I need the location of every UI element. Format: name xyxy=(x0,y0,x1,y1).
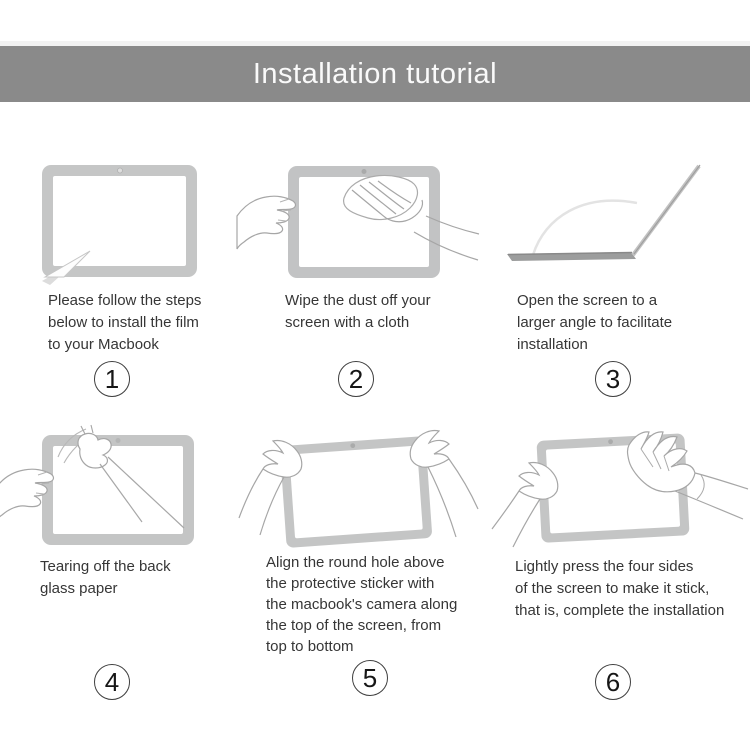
step6-caption xyxy=(515,556,745,622)
step2-caption xyxy=(285,290,461,334)
camera-dot-icon xyxy=(118,168,123,173)
step4-illustration xyxy=(0,423,248,551)
step2-number-badge: 2 xyxy=(338,361,374,397)
camera-dot-icon xyxy=(116,438,121,443)
right-forearm-lines xyxy=(428,459,478,537)
right-hand-icon xyxy=(410,430,449,467)
step1-caption xyxy=(48,290,224,356)
caption-line: below to install the film xyxy=(48,314,199,331)
caption-line: the top of the screen, from xyxy=(266,617,442,634)
camera-dot-icon xyxy=(362,169,367,174)
caption-line: Lightly press the four sides xyxy=(515,558,694,575)
step6-number-badge: 6 xyxy=(595,664,631,700)
pinching-hand-icon xyxy=(78,433,111,468)
step3-caption xyxy=(517,290,697,356)
tilted-device xyxy=(280,436,433,548)
pinch-fingers xyxy=(81,425,93,434)
cuff-line xyxy=(697,475,704,499)
caption-line: the macbook's camera along xyxy=(266,596,458,613)
step4-number-badge: 4 xyxy=(94,664,130,700)
step5-caption xyxy=(266,552,481,657)
step1-illustration xyxy=(40,163,200,285)
caption-line: screen with a cloth xyxy=(285,314,410,331)
step1-number-badge: 1 xyxy=(94,361,130,397)
caption-line: top to bottom xyxy=(266,638,354,655)
caption-line: Tearing off the back xyxy=(40,558,171,575)
caption-line: glass paper xyxy=(40,580,118,597)
caption-line: installation xyxy=(517,336,588,353)
laptop-screen-edge xyxy=(634,165,700,254)
device-screen xyxy=(53,446,183,534)
step5-illustration xyxy=(233,421,495,553)
device-screen xyxy=(289,446,423,539)
left-forearm-lines xyxy=(492,491,540,547)
caption-line: to your Macbook xyxy=(48,336,159,353)
caption-line: Open the screen to a xyxy=(517,292,658,309)
step5-number-badge: 5 xyxy=(352,660,388,696)
left-forearm-lines xyxy=(239,469,284,535)
page-title: Installation tutorial xyxy=(252,57,498,90)
banner xyxy=(0,46,750,102)
caption-line: larger angle to facilitate xyxy=(517,314,673,331)
left-hand-icon xyxy=(237,196,295,249)
step6-illustration xyxy=(487,421,750,551)
step3-illustration xyxy=(503,155,718,273)
caption-line: Please follow the steps xyxy=(48,292,202,309)
caption-line: Wipe the dust off your xyxy=(285,292,431,309)
caption-line: the protective sticker with xyxy=(266,575,435,592)
step4-caption xyxy=(40,556,225,600)
caption-line: that is, complete the installation xyxy=(515,602,725,619)
step2-illustration xyxy=(236,156,480,286)
device-screen xyxy=(53,176,186,266)
opening-arc xyxy=(533,201,637,255)
step3-number-badge: 3 xyxy=(595,361,631,397)
caption-line: of the screen to make it stick, xyxy=(515,580,710,597)
caption-line: Align the round hole above xyxy=(266,554,445,571)
